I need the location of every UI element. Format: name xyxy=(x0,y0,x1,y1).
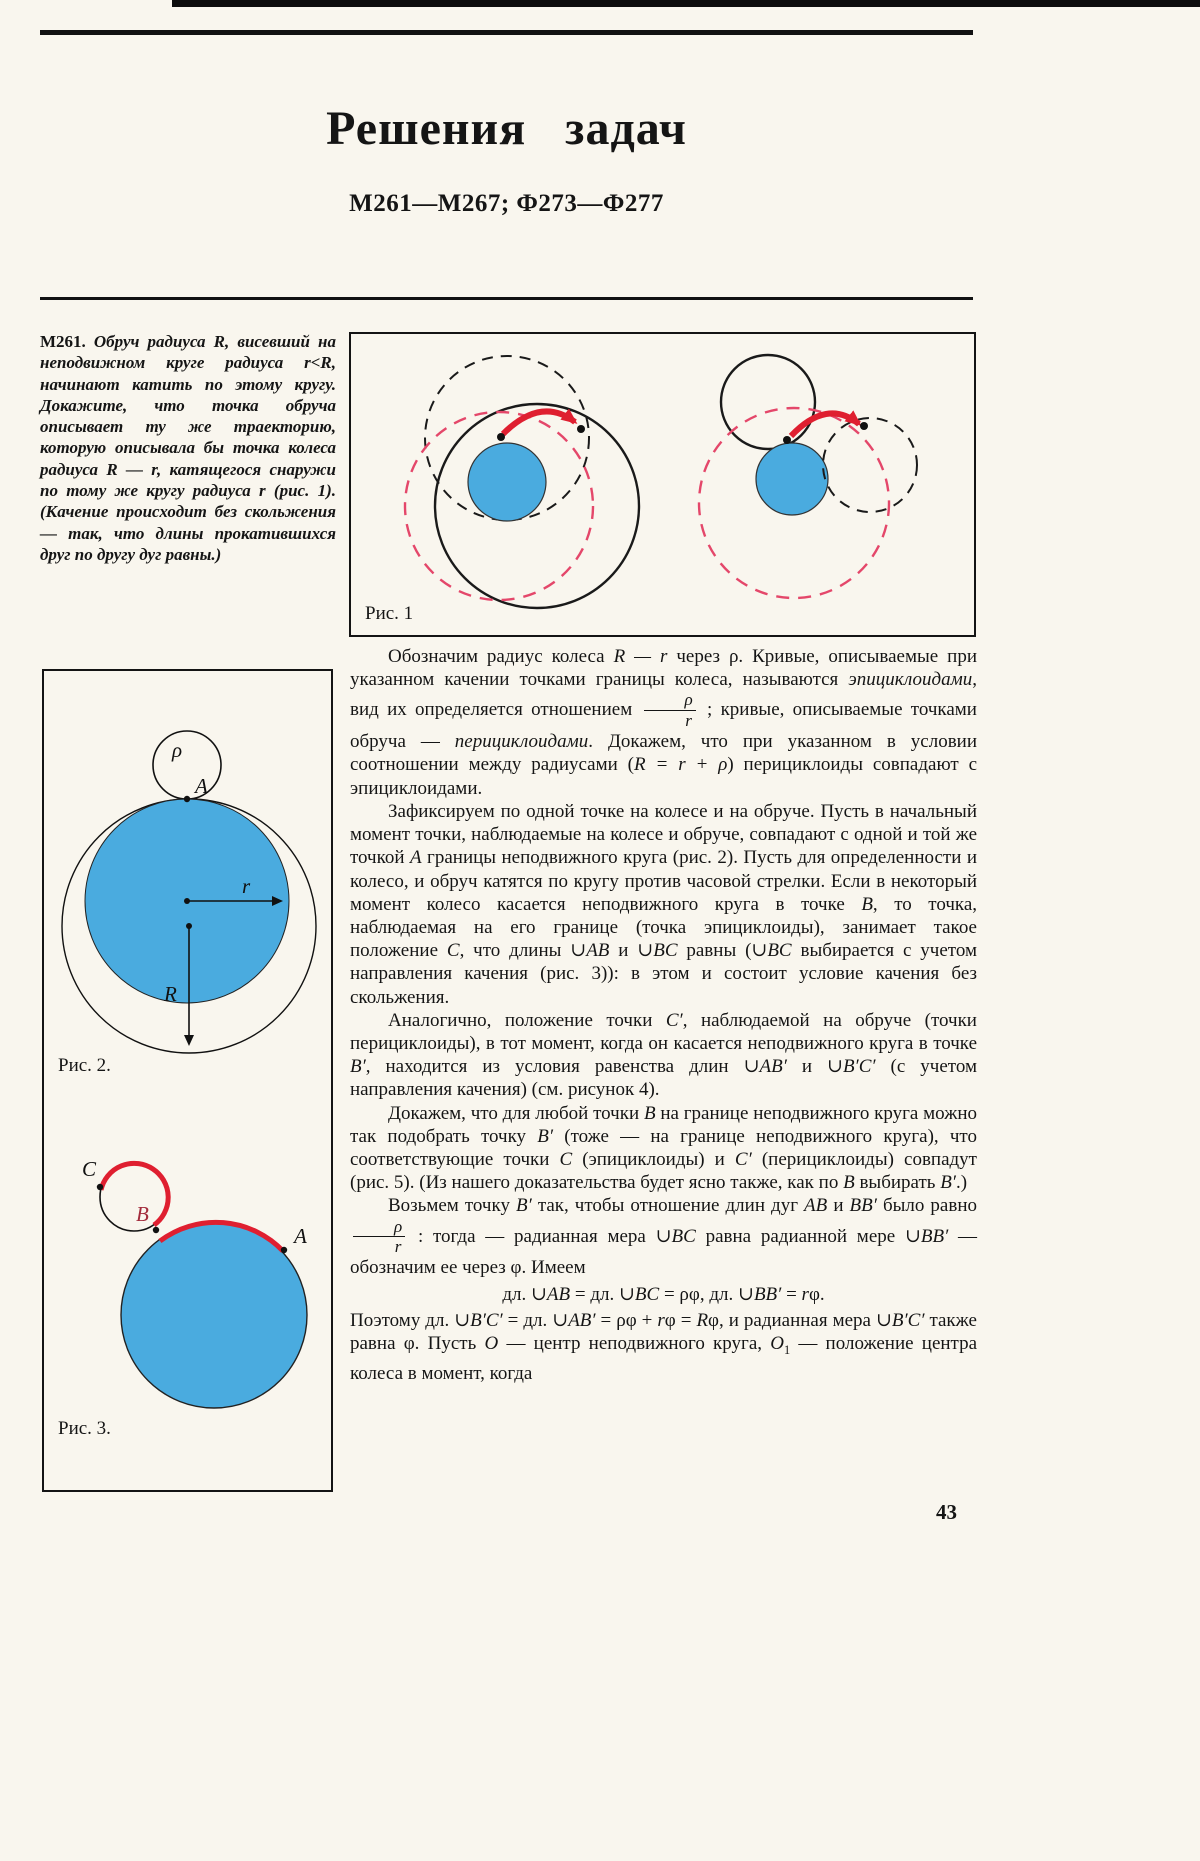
fig1-roll-arrow-right xyxy=(791,413,859,436)
fig1-roll-arrow-left xyxy=(503,411,575,434)
problem-text: Обруч радиуса R, висевший на неподвижном круге радиуса r<R, начинают катить по этому кругу. Докажите, что точка обруча описывает ту же траекторию, которую описывала бы точка колеса радиуса R — r, катящегося снаружи по тому же кругу радиуса r (рис. 1). (Качение происходит без скольжения — так, что длины прокатившихся друг по другу дуг равны.) xyxy=(40,332,336,564)
solution-paragraph: Докажем, что для любой точки B на границе неподвижного круга можно так подобрать точку B′ (тоже — на границе неподвижного круга), что соответствующие точки C (эпициклоиды) и C′ (перициклоиды) совпадут (рис. 5). (Из нашего доказательства будет ясно также, как по B выбирать B′.) xyxy=(350,1102,977,1194)
solution-paragraph: Зафиксируем по одной точке на колесе и на обруче. Пусть в начальный момент точки, наблюдаемые на колесе и обруче, совпадают с одной и той же точкой A границы неподвижного круга (рис. 2). Пусть для определенности и колесо, и обруч катятся по кругу против часовой стрелки. Если в некоторый момент колесо касается неподвижного круга в точке B, то точка, наблюдаемая на его границе (точка эпициклоиды), занимает такое положение C, что длины ∪AB и ∪BC равны (∪BC выбирается с учетом направления качения (рис. 3)): в этом и состоит условие качения без скольжения. xyxy=(350,800,978,1008)
tangency-point-dot xyxy=(783,436,791,444)
inline-fraction: $\frac{\rho}{r}$ xyxy=(644,691,696,730)
problem-statement xyxy=(40,331,336,565)
solution-paragraph: Поэтому дл. ∪B′C′ = дл. ∪AB′ = ρφ + rφ = Rφ, и радианная мера ∪B′C′ также равна φ. Пусть O — центр неподвижного круга, $O_1$ — положение центра колеса в момент, когда xyxy=(350,1309,978,1385)
tangency-point-dot xyxy=(860,422,868,430)
fig2-label-rho: ρ xyxy=(172,738,183,762)
fig1-wheel-start-circle xyxy=(721,355,815,449)
fig3-point-C-dot xyxy=(97,1184,103,1190)
page-subtitle: М261—М267; Ф273—Ф277 xyxy=(349,190,664,217)
figure-1-drawing xyxy=(351,334,974,635)
solution-paragraph: дл. ∪AB = дл. ∪BC = ρφ, дл. ∪BB′ = rφ. xyxy=(502,1283,825,1305)
fig2-label-A: A xyxy=(195,774,208,798)
solution-text xyxy=(350,645,977,1385)
figure-2-3-box xyxy=(42,669,333,1492)
fig1-wheel-current-circle xyxy=(823,418,917,512)
fig1-fixed-circle-right xyxy=(756,443,828,515)
fig3-point-B-dot xyxy=(153,1227,159,1233)
fig2-center-dot-R xyxy=(186,923,192,929)
inline-fraction: $\frac{\rho}{r}$ xyxy=(353,1218,405,1257)
top-rule xyxy=(40,30,973,35)
fig2-label-r: r xyxy=(242,874,251,898)
fig2-point-A-dot xyxy=(184,796,190,802)
tangency-point-dot xyxy=(497,433,505,441)
solution-paragraph: Аналогично, положение точки C′, наблюдаемой на обруче (точки перициклоиды), в тот момент, когда он касается неподвижного круга в точке B′, находится из условия равенства длин ∪AB′ и ∪B′C′ (с учетом направления качения) (см. рисунок 4). xyxy=(350,1009,977,1101)
tangency-point-dot xyxy=(577,425,585,433)
header-divider-rule xyxy=(40,297,973,300)
fig3-label-B: B xyxy=(136,1202,149,1226)
fig3-label-A: A xyxy=(294,1224,307,1248)
fig2-center-dot-r xyxy=(184,898,190,904)
top-edge-artifact xyxy=(172,0,1200,7)
problem-label: М261. xyxy=(40,332,86,351)
figure-3-caption: Рис. 3. xyxy=(58,1418,111,1439)
fig1-fixed-circle-left xyxy=(468,443,546,521)
fig3-arc-CB xyxy=(101,1163,168,1225)
page-number: 43 xyxy=(936,1500,957,1524)
solution-paragraph: Возьмем точку B′ так, чтобы отношение длин дуг AB и BB′ было равно $\frac{\rho}{r}$ : тогда — радианная мера ∪BC равна радианной мере ∪BB′ — обозначим ее через φ. Имеем xyxy=(350,1195,978,1279)
figure-2-caption: Рис. 2. xyxy=(58,1055,111,1076)
fig3-point-A-dot xyxy=(281,1247,287,1253)
fig3-label-C: C xyxy=(82,1157,97,1181)
figure-1-caption: Рис. 1 xyxy=(365,603,414,624)
fig2-label-R: R xyxy=(164,982,177,1006)
fig2-wheel-circle xyxy=(153,731,221,799)
solution-paragraph: Обозначим радиус колеса R — r через ρ. Кривые, описываемые при указанном качении точками границы колеса, называются эпициклоидами, вид их определяется отношением $\frac{\rho}{r}$ ; кривые, описываемые точками обруча — перициклоидами. Докажем, что при указанном в условии соотношении между радиусами (R = r + ρ) перициклоиды совпадают с эпициклоидами. xyxy=(350,646,978,799)
figure-2-3-drawing xyxy=(44,671,331,1490)
figure-1-box xyxy=(349,332,976,637)
page-title: Решения задач xyxy=(326,102,687,155)
